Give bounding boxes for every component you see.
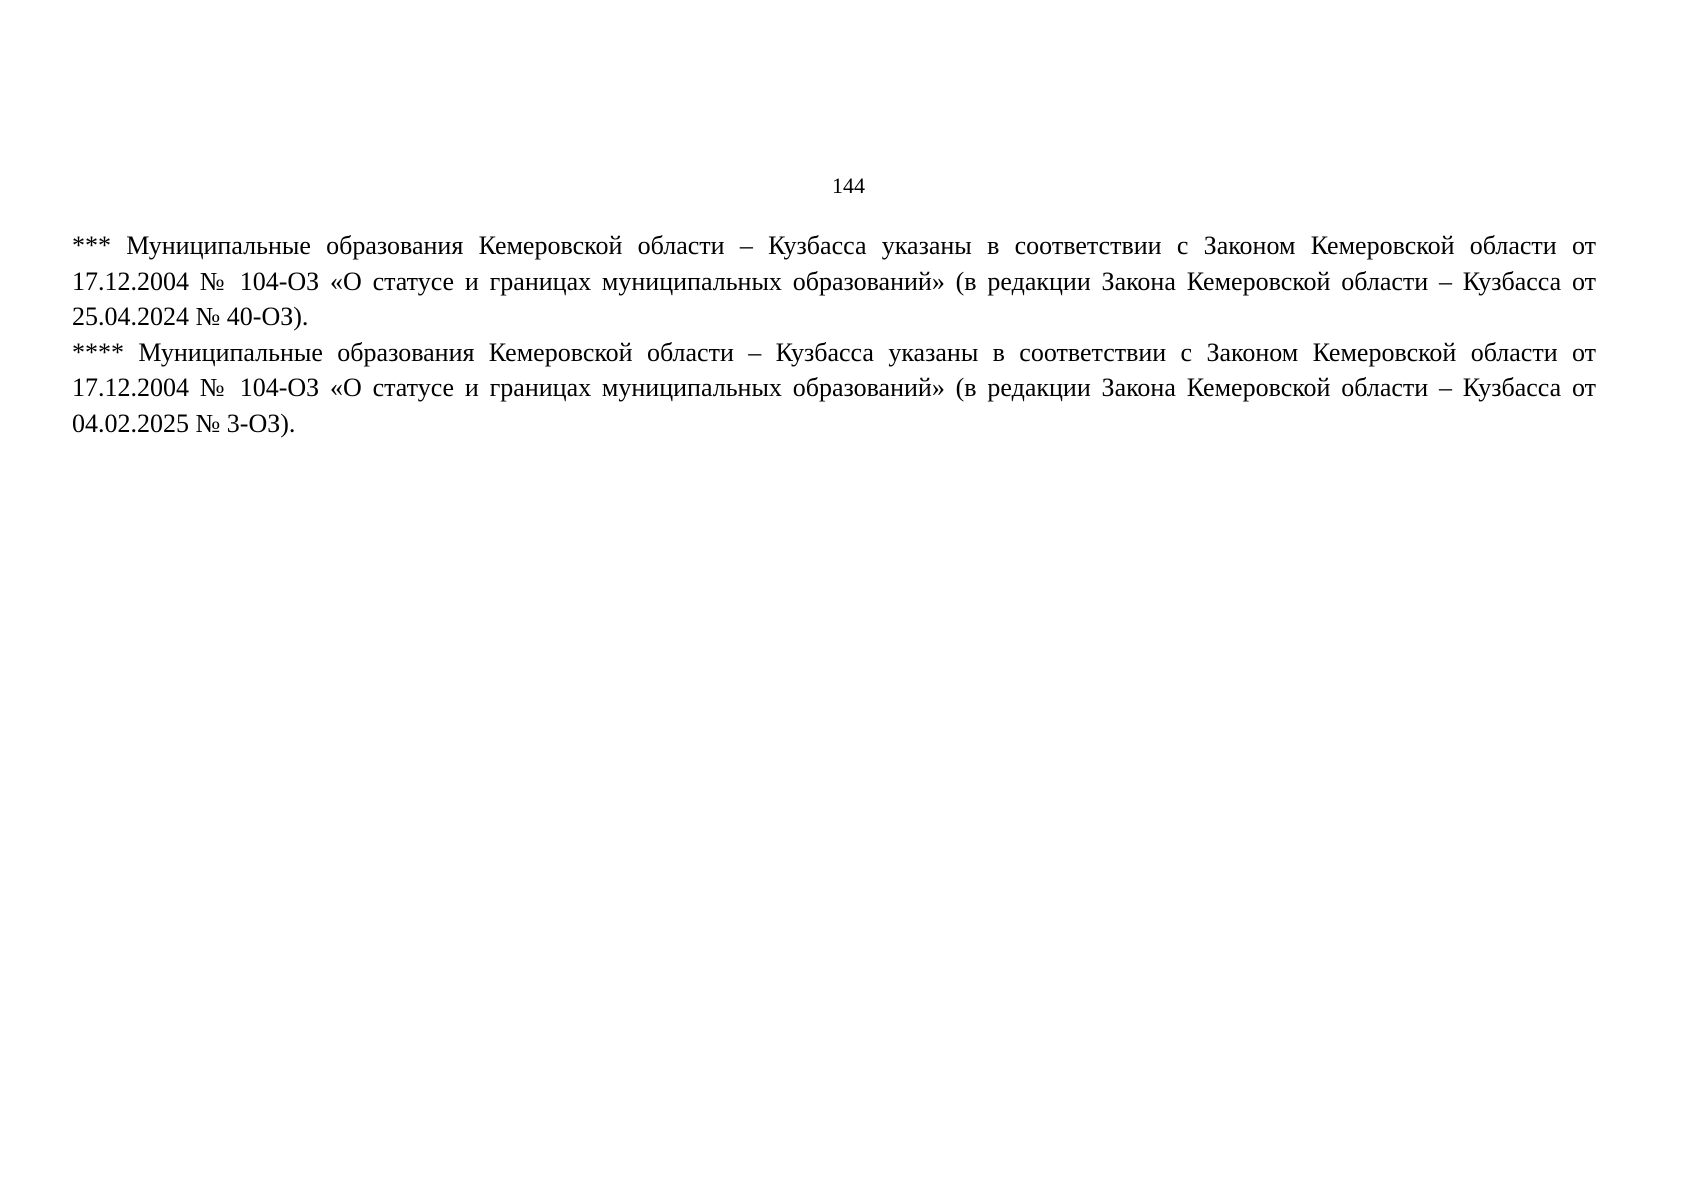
footnote-text: Муниципальные образования Кемеровской области – Кузбасса указаны в соответствии с Законом Кемеровской области от 17.12.2004 № 104-ОЗ «О статусе и границах муниципальных образований» (в редакции Закона Кемеровской области – Кузбасса от 04.02.2025 № 3-ОЗ).: [72, 337, 1597, 438]
page-number: 144: [832, 173, 865, 198]
footnote-2: [72, 335, 1596, 442]
footnotes-section: [72, 228, 1596, 441]
footnote-text: Муниципальные образования Кемеровской области – Кузбасса указаны в соответствии с Законом Кемеровской области от 17.12.2004 № 104-ОЗ «О статусе и границах муниципальных образований» (в редакции Закона Кемеровской области – Кузбасса от 25.04.2024 № 40-ОЗ).: [72, 231, 1596, 331]
footnote-1: [72, 228, 1596, 335]
footnote-marker: ****: [72, 337, 124, 367]
footnote-marker: ***: [72, 231, 111, 260]
